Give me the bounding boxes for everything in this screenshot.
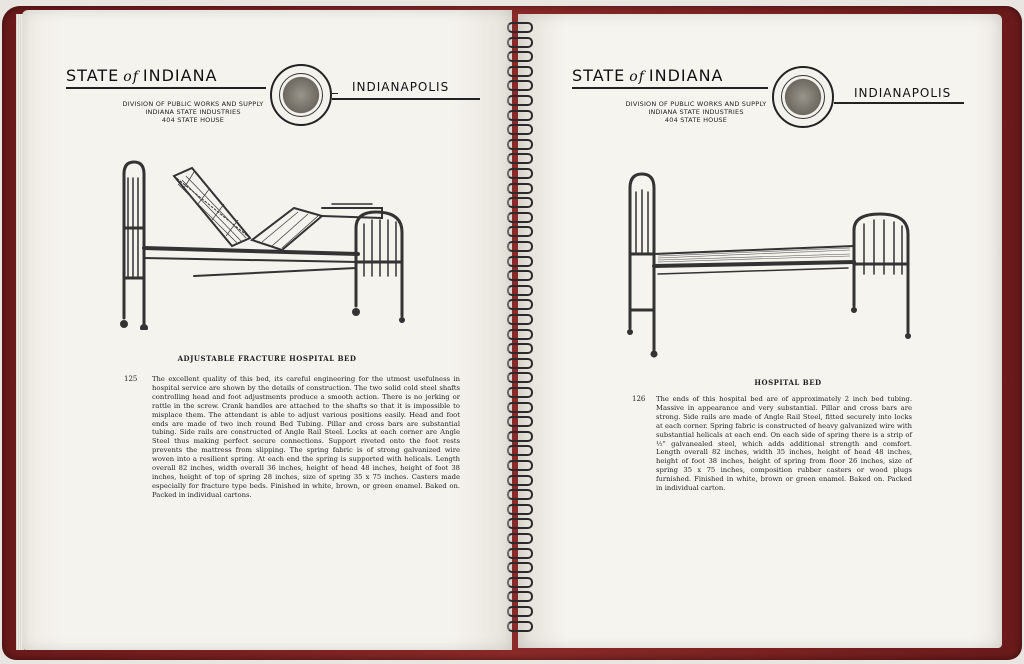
binding-coil bbox=[507, 518, 533, 529]
binding-coil bbox=[507, 124, 533, 135]
binding-coil bbox=[507, 256, 533, 267]
binding-coil bbox=[507, 212, 533, 223]
division-line: 404 STATE HOUSE bbox=[664, 116, 728, 124]
binding-coil bbox=[507, 606, 533, 617]
indiana-word: INDIANA bbox=[648, 66, 724, 85]
product-description: The excellent quality of this bed, its careful engineering for the utmost usefulness in hospital service are shown by the details of construction. The two solid cold steel shafts controlling head and foot adjustments produce a smooth action. There is no jerking or rattle in the screw. Crank handles are attached to the shafts so that it is impossible to misplace them. The attendant is able to adjust various positions easily. Head and foot ends are made of two inch round Bed Tubing. Pillar and cross bars are substantial tubing. Side rails are constructed of Angle Rail Steel. Locks at each corner are Angle Steel thus making perfect secure connections. Support riveted onto the foot rests prevents the mattress from slipping. The spring fabric is of strong galvanized wire woven into a resilient spring. At each end the spring is supported with helicals. Length overall 82 inches, width overall 36 inches, height of head 48 inches, height of foot 38 inches, height of top of spring 28 inches, size of spring 35 x 75 inches. Casters made especially for fracture type beds. Finished in white, brown, or green enamel. Baked on. Packed in individual cartons. bbox=[152, 375, 460, 499]
left-page bbox=[22, 10, 512, 650]
binding-coil bbox=[507, 299, 533, 310]
city-name: INDIANAPOLIS bbox=[352, 80, 450, 94]
item-number: 125 bbox=[124, 375, 138, 383]
binding-coil bbox=[507, 22, 533, 33]
header-rule bbox=[572, 87, 768, 89]
binding-coil bbox=[507, 460, 533, 471]
division-line: 404 STATE HOUSE bbox=[161, 116, 225, 124]
binding-coil bbox=[507, 387, 533, 398]
product-title: HOSPITAL BED bbox=[754, 378, 822, 387]
binding-coil bbox=[507, 153, 533, 164]
city-name: INDIANAPOLIS bbox=[854, 86, 952, 100]
binding-coil bbox=[507, 431, 533, 442]
of-word: of bbox=[123, 69, 139, 85]
binding-coil bbox=[507, 183, 533, 194]
state-word: STATE bbox=[572, 66, 626, 85]
binding-coil bbox=[507, 533, 533, 544]
binding-coil bbox=[507, 37, 533, 48]
of-word: of bbox=[629, 69, 645, 85]
division-line: INDIANA STATE INDUSTRIES bbox=[145, 108, 241, 116]
binding-coil bbox=[507, 66, 533, 77]
binding-coil bbox=[507, 416, 533, 427]
adjustable-bed-icon bbox=[114, 158, 414, 330]
state-title bbox=[572, 66, 724, 85]
division-line: INDIANA STATE INDUSTRIES bbox=[648, 108, 744, 116]
state-seal-icon bbox=[772, 66, 834, 128]
binding-coil bbox=[507, 241, 533, 252]
binding-coil bbox=[507, 445, 533, 456]
item-number: 126 bbox=[632, 395, 646, 403]
binding-coil bbox=[507, 51, 533, 62]
binding-coil bbox=[507, 591, 533, 602]
header-rule bbox=[332, 93, 338, 94]
binding-coil bbox=[507, 358, 533, 369]
binding-coil bbox=[507, 270, 533, 281]
binding-coil bbox=[507, 562, 533, 573]
letterhead bbox=[66, 66, 466, 146]
letterhead bbox=[572, 66, 972, 146]
binding-coil bbox=[507, 577, 533, 588]
division-block bbox=[622, 100, 770, 124]
division-line: DIVISION OF PUBLIC WORKS AND SUPPLY bbox=[122, 100, 264, 108]
binding-coil bbox=[507, 372, 533, 383]
binding-coil bbox=[507, 548, 533, 559]
binding-coil bbox=[507, 285, 533, 296]
state-word: STATE bbox=[66, 66, 120, 85]
state-seal-icon bbox=[270, 64, 332, 126]
binding-coil bbox=[507, 489, 533, 500]
binding-coil bbox=[507, 168, 533, 179]
binding-coil bbox=[507, 110, 533, 121]
header-rule bbox=[834, 102, 964, 104]
state-title bbox=[66, 66, 218, 85]
product-title: ADJUSTABLE FRACTURE HOSPITAL BED bbox=[177, 354, 357, 363]
binding-coil bbox=[507, 621, 533, 632]
binding-coil bbox=[507, 402, 533, 413]
binding-coil bbox=[507, 80, 533, 91]
indiana-word: INDIANA bbox=[142, 66, 218, 85]
binding-coil bbox=[507, 504, 533, 515]
hospital-bed-icon bbox=[618, 170, 918, 360]
binding-coil bbox=[507, 314, 533, 325]
binding-coil bbox=[507, 343, 533, 354]
spiral-binding bbox=[505, 22, 533, 652]
division-block bbox=[118, 100, 268, 124]
binding-coil bbox=[507, 197, 533, 208]
binding-coil bbox=[507, 95, 533, 106]
binding-coil bbox=[507, 139, 533, 150]
division-line: DIVISION OF PUBLIC WORKS AND SUPPLY bbox=[625, 100, 767, 108]
binding-coil bbox=[507, 475, 533, 486]
right-page bbox=[518, 14, 1002, 648]
binding-coil bbox=[507, 226, 533, 237]
header-rule bbox=[66, 87, 266, 89]
header-rule bbox=[332, 98, 480, 100]
binding-coil bbox=[507, 329, 533, 340]
product-description: The ends of this hospital bed are of approximately 2 inch bed tubing. Massive in appearance and very substantial. Pillar and cross bars are strong. Side rails are made of Angle Rail Steel, fitted securely into locks at each corner. Spring fabric is constructed of heavy galvanized wire with substantial helicals at each end. On each side of spring there is a strip of ½" galvanealed steel, which adds additional strength and comfort. Length overall 82 inches, width 35 inches, height of head 48 inches, height of foot 38 inches, height of spring from floor 26 inches, size of spring 35 x 75 inches, composition rubber casters or wood plugs furnished. Finished in white, brown or green enamel. Baked on. Packed in individual carton. bbox=[656, 395, 912, 493]
